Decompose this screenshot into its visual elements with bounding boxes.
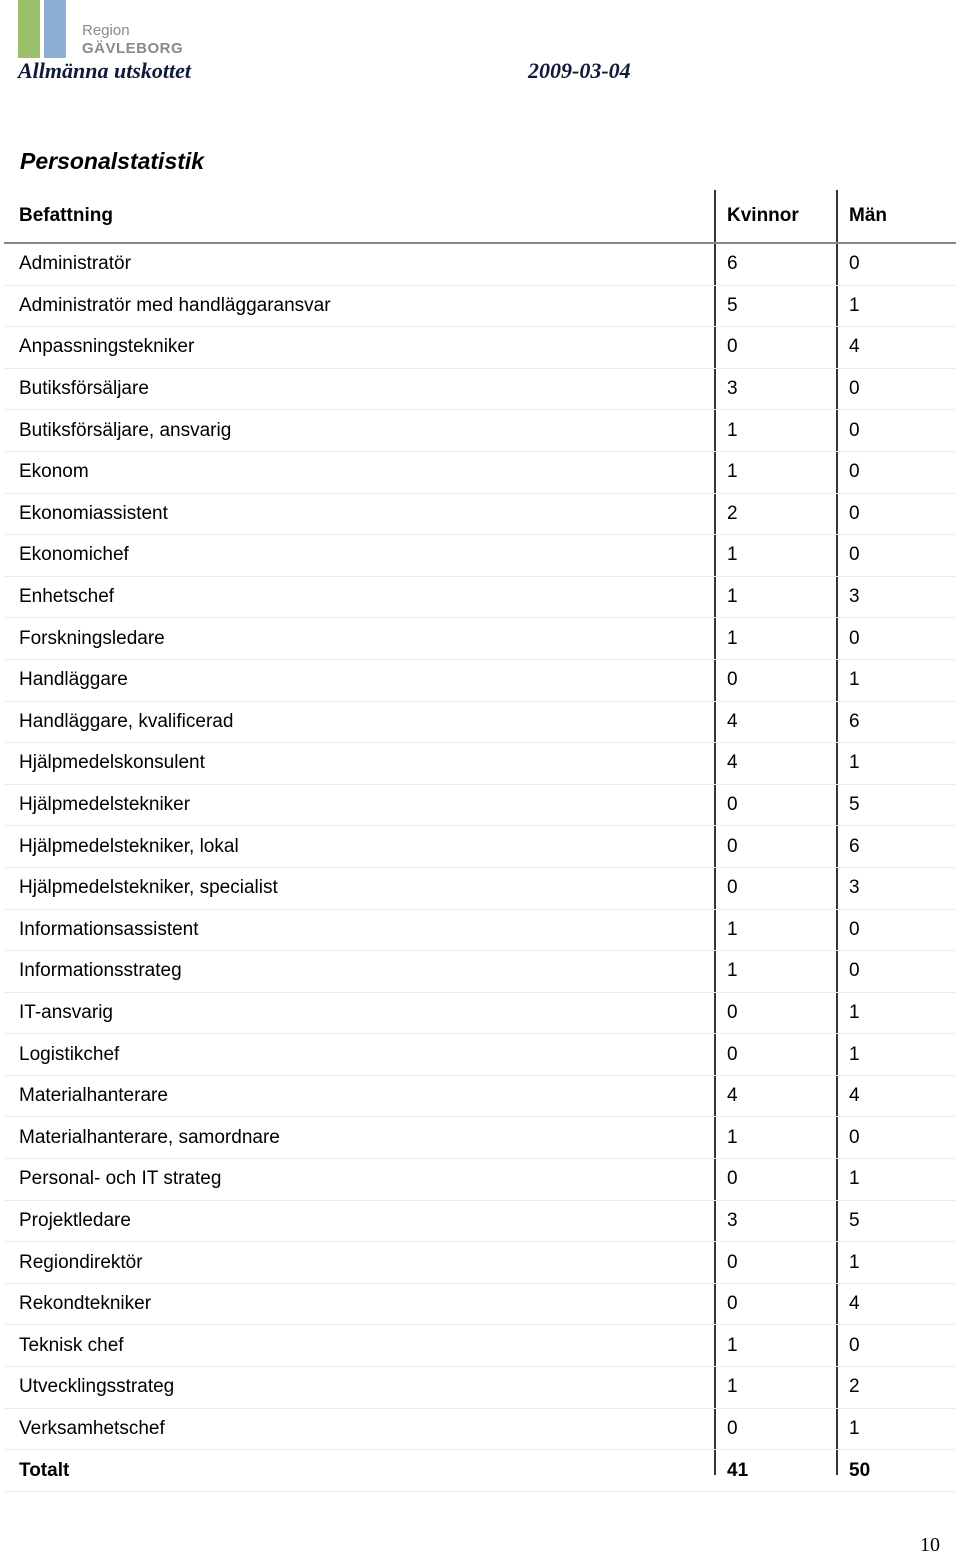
men-count-cell: 1 [849, 1001, 860, 1023]
women-count-cell: 0 [727, 1043, 738, 1065]
committee-name: Allmänna utskottet [18, 58, 191, 83]
table-row [4, 618, 956, 660]
position-cell: Hjälpmedelstekniker, specialist [19, 877, 278, 899]
table-row [4, 702, 956, 744]
total-label: Totalt [19, 1459, 70, 1481]
women-count-cell: 1 [727, 627, 738, 649]
men-count-cell: 0 [849, 378, 860, 400]
women-count-cell: 0 [727, 1293, 738, 1315]
men-count-cell: 4 [849, 1085, 860, 1107]
position-cell: Utvecklingsstrateg [19, 1376, 175, 1398]
men-count-cell: 0 [849, 544, 860, 566]
table-row [4, 1284, 956, 1326]
document-date: 2009-03-04 [528, 58, 631, 83]
men-count-cell: 0 [849, 918, 860, 940]
position-cell: Materialhanterare [19, 1085, 168, 1107]
position-cell: Personal- och IT strateg [19, 1168, 222, 1190]
women-count-cell: 0 [727, 794, 738, 816]
men-count-cell: 0 [849, 1126, 860, 1148]
table-row [4, 369, 956, 411]
men-count-cell: 0 [849, 627, 860, 649]
women-count-cell: 1 [727, 1334, 738, 1356]
position-cell: Informationsassistent [19, 918, 199, 940]
table-row [4, 993, 956, 1035]
women-count-cell: 3 [727, 378, 738, 400]
men-count-cell: 1 [849, 1168, 860, 1190]
men-count-cell: 5 [849, 794, 860, 816]
men-count-cell: 0 [849, 419, 860, 441]
table-row [4, 452, 956, 494]
position-cell: Butiksförsäljare [19, 378, 149, 400]
position-cell: Forskningsledare [19, 627, 165, 649]
position-cell: Ekonomichef [19, 544, 129, 566]
position-cell: Anpassningstekniker [19, 336, 195, 358]
men-count-cell: 6 [849, 835, 860, 857]
table-row [4, 410, 956, 452]
table-row [4, 785, 956, 827]
table-row [4, 1367, 956, 1409]
table-row [4, 660, 956, 702]
position-cell: Projektledare [19, 1209, 131, 1231]
table-row [4, 826, 956, 868]
table-row [4, 1117, 956, 1159]
section-title: Personalstatistik [20, 148, 205, 174]
table-total-row [4, 1450, 956, 1492]
table-row [4, 244, 956, 286]
women-count-cell: 4 [727, 752, 738, 774]
women-count-cell: 0 [727, 1417, 738, 1439]
men-count-cell: 1 [849, 294, 860, 316]
table-body [4, 244, 956, 1450]
position-cell: Hjälpmedelstekniker [19, 794, 191, 816]
women-count-cell: 1 [727, 419, 738, 441]
women-count-cell: 6 [727, 253, 738, 275]
table-row [4, 868, 956, 910]
position-cell: Ekonomiassistent [19, 502, 168, 524]
position-cell: Ekonom [19, 461, 89, 483]
men-count-cell: 6 [849, 710, 860, 732]
women-count-cell: 0 [727, 336, 738, 358]
header-position: Befattning [19, 205, 113, 226]
table-row [4, 1076, 956, 1118]
position-cell: Handläggare [19, 669, 128, 691]
women-count-cell: 0 [727, 835, 738, 857]
position-cell: Verksamhetschef [19, 1417, 165, 1439]
women-count-cell: 0 [727, 1168, 738, 1190]
position-cell: Rekondtekniker [19, 1293, 152, 1315]
logo-green-shape [18, 0, 40, 58]
position-cell: Materialhanterare, samordnare [19, 1126, 280, 1148]
women-count-cell: 0 [727, 1001, 738, 1023]
men-count-cell: 2 [849, 1376, 860, 1398]
table-row [4, 1409, 956, 1451]
men-count-cell: 0 [849, 502, 860, 524]
total-women: 41 [727, 1459, 749, 1481]
logo-blue-shape [44, 0, 66, 58]
logo-text-gavleborg: GÄVLEBORG [82, 40, 184, 57]
women-count-cell: 1 [727, 586, 738, 608]
table-row [4, 577, 956, 619]
men-count-cell: 5 [849, 1209, 860, 1231]
table-row [4, 1159, 956, 1201]
header-men: Män [849, 205, 887, 226]
total-men: 50 [849, 1459, 871, 1481]
table-row [4, 910, 956, 952]
logo-text-region: Region [82, 22, 130, 39]
men-count-cell: 3 [849, 586, 860, 608]
position-cell: Hjälpmedelskonsulent [19, 752, 205, 774]
table-row [4, 743, 956, 785]
women-count-cell: 2 [727, 502, 738, 524]
position-cell: Logistikchef [19, 1043, 120, 1065]
personnel-table [4, 190, 956, 1492]
women-count-cell: 1 [727, 544, 738, 566]
table-row [4, 1325, 956, 1367]
men-count-cell: 0 [849, 1334, 860, 1356]
region-gavleborg-logo [18, 0, 184, 58]
women-count-cell: 1 [727, 461, 738, 483]
position-cell: Teknisk chef [19, 1334, 124, 1356]
position-cell: Hjälpmedelstekniker, lokal [19, 835, 239, 857]
position-cell: Handläggare, kvalificerad [19, 710, 234, 732]
position-cell: Informationsstrateg [19, 960, 182, 982]
table-header-row [4, 190, 956, 244]
table-row [4, 1201, 956, 1243]
women-count-cell: 1 [727, 960, 738, 982]
page-number: 10 [920, 1534, 940, 1556]
women-count-cell: 1 [727, 918, 738, 940]
men-count-cell: 0 [849, 253, 860, 275]
women-count-cell: 0 [727, 669, 738, 691]
position-cell: Regiondirektör [19, 1251, 143, 1273]
men-count-cell: 4 [849, 336, 860, 358]
men-count-cell: 0 [849, 461, 860, 483]
position-cell: IT-ansvarig [19, 1001, 113, 1023]
men-count-cell: 1 [849, 1251, 860, 1273]
table-row [4, 1242, 956, 1284]
men-count-cell: 4 [849, 1293, 860, 1315]
women-count-cell: 4 [727, 710, 738, 732]
table-row [4, 951, 956, 993]
header-women: Kvinnor [727, 205, 799, 226]
table-row [4, 1034, 956, 1076]
women-count-cell: 0 [727, 1251, 738, 1273]
women-count-cell: 0 [727, 877, 738, 899]
women-count-cell: 3 [727, 1209, 738, 1231]
position-cell: Administratör [19, 253, 131, 275]
table-row [4, 327, 956, 369]
women-count-cell: 4 [727, 1085, 738, 1107]
table-row [4, 535, 956, 577]
table-row [4, 494, 956, 536]
men-count-cell: 3 [849, 877, 860, 899]
men-count-cell: 1 [849, 669, 860, 691]
men-count-cell: 1 [849, 752, 860, 774]
women-count-cell: 1 [727, 1376, 738, 1398]
position-cell: Enhetschef [19, 586, 115, 608]
women-count-cell: 5 [727, 294, 738, 316]
position-cell: Butiksförsäljare, ansvarig [19, 419, 232, 441]
men-count-cell: 1 [849, 1043, 860, 1065]
men-count-cell: 1 [849, 1417, 860, 1439]
men-count-cell: 0 [849, 960, 860, 982]
position-cell: Administratör med handläggaransvar [19, 294, 331, 316]
women-count-cell: 1 [727, 1126, 738, 1148]
table-row [4, 286, 956, 328]
